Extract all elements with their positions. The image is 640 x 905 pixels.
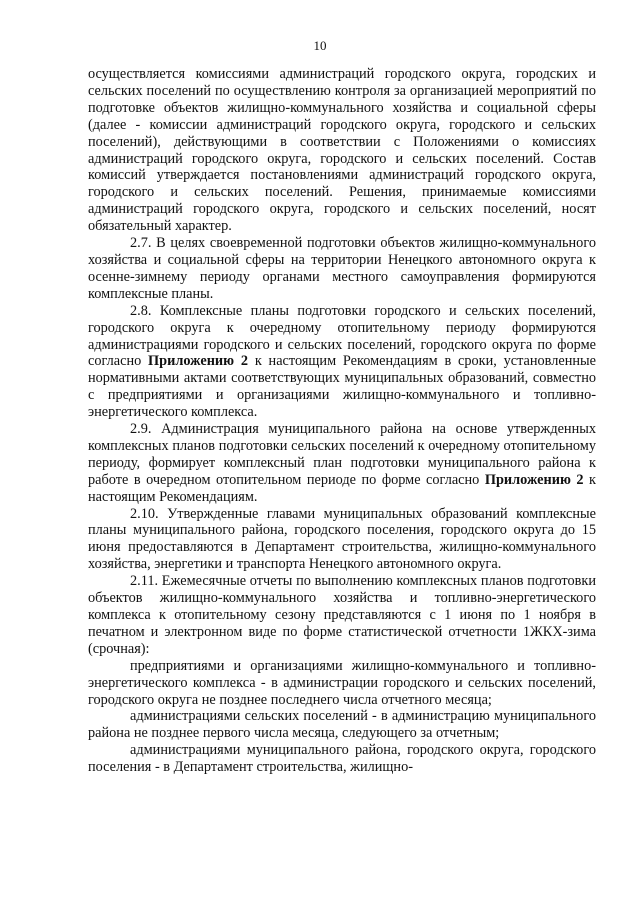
document-body <box>88 66 596 776</box>
paragraph <box>88 573 596 658</box>
paragraph-text: 2.9. Администрация муниципального района на основе утвержденных комплексных планов подготовки сельских поселений к очередному отопительному периоду, формирует комплексный план подготовки муниципального района к работе в очередном отопительном периоде по форме согласно <box>88 421 596 488</box>
paragraph <box>88 658 596 709</box>
paragraph-text: администрациями муниципального района, городского округа, городского поселения - в Департамент строительства, жилищно- <box>88 742 596 776</box>
paragraph <box>88 421 596 506</box>
paragraph-text: 2.7. В целях своевременной подготовки объектов жилищно-коммунального хозяйства и социальной сферы на территории Ненецкого автономного округа к осенне-зимнему периоду органами местного самоуправления формируются комплексные планы. <box>88 235 596 302</box>
paragraph-text: к настоящим Рекомендациям в сроки, установленные нормативными актами соответствующих муниципальных образований, совместно с предприятиями и организациями жилищно-коммунального и топливно-энергетического комплекса. <box>88 353 596 421</box>
paragraph <box>88 235 596 303</box>
paragraph-text: осуществляется комиссиями администраций городского округа, городских и сельских поселений по осуществлению контроля за организацией мероприятий по подготовке объектов жилищно-коммунального хозяйства и социальной сферы (далее - комиссии администраций городского округа, городского и сельских поселений), действующими в соответствии с Положениями о комиссиях администраций городского округа, городского и сельских поселений. Состав комиссий утверждается постановлениями администраций городского округа, городского и сельских поселений. Решения, принимаемые комиссиями администраций городского округа, городского и сельских поселений, носят обязательный характер. <box>88 66 596 235</box>
paragraph <box>88 303 596 421</box>
paragraph-text: предприятиями и организациями жилищно-коммунального и топливно-энергетического комплекса - в администрации городского и сельских поселений, городского округа не позднее последнего числа отчетного месяца; <box>88 657 596 708</box>
paragraph-text: 2.10. Утвержденные главами муниципальных образований комплексные планы муниципального района, городского поселения, городского округа до 15 июня предоставляются в Департамент строительства, жилищно-коммунального хозяйства, энергетики и транспорта Ненецкого автономного округа. <box>88 505 596 573</box>
paragraph <box>88 506 596 574</box>
bold-reference: Приложению 2 <box>484 471 584 488</box>
paragraph <box>88 708 596 742</box>
bold-reference: Приложению 2 <box>148 353 249 370</box>
paragraph-text: к настоящим Рекомендациям. <box>88 471 596 505</box>
paragraph-text: 2.8. Комплексные планы подготовки городского и сельских поселений, городского округа к очередному отопительному периоду формируются администрациями городского и сельских поселений, городского округа по форме согласно <box>88 302 596 370</box>
paragraph <box>88 66 596 235</box>
paragraph <box>88 742 596 776</box>
paragraph-text: 2.11. Ежемесячные отчеты по выполнению комплексных планов подготовки объектов жилищно-коммунального хозяйства и топливно-энергетического комплекса к отопительному сезону представляются с 1 июня по 1 ноября в печатном и электронном виде по форме статистической отчетности 1ЖКХ-зима (срочная): <box>88 573 596 657</box>
page-number: 10 <box>313 38 327 53</box>
paragraph-text: администрациями сельских поселений - в администрацию муниципального района не позднее первого числа месяца, следующего за отчетным; <box>88 708 596 742</box>
